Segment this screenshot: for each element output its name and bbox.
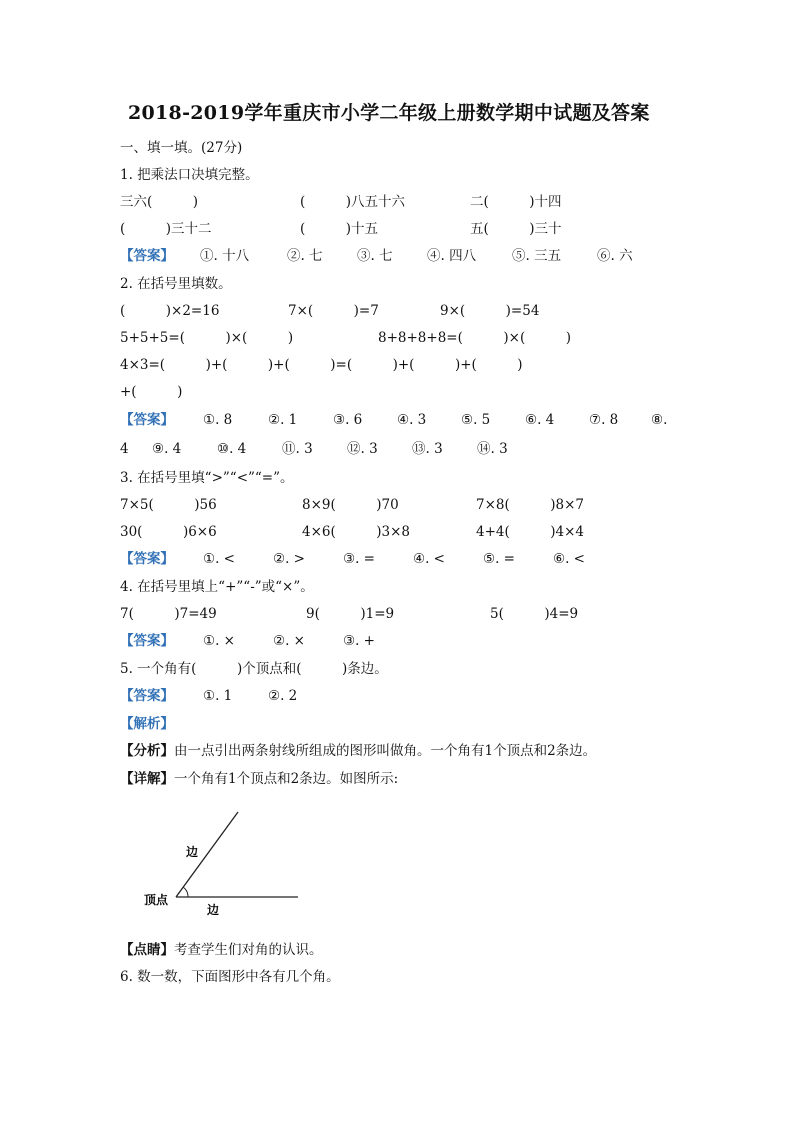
answer-item: ⑥. 4 bbox=[525, 412, 555, 428]
answer-item: ⑤. 5 bbox=[461, 412, 491, 428]
fenxi-label: 【分析】 bbox=[120, 743, 174, 759]
answer-item: ①. 1 bbox=[203, 688, 233, 704]
answer-item: ②. × bbox=[273, 633, 305, 649]
question-2-prompt: 2. 在括号里填数。 bbox=[120, 276, 232, 292]
analysis-label: 【解析】 bbox=[120, 716, 174, 732]
answer-item: ④. 3 bbox=[397, 412, 427, 428]
q1-item: ( )十五 bbox=[300, 221, 379, 237]
q4-item: 9( )1=9 bbox=[306, 606, 395, 622]
answer-item: ⑩. 4 bbox=[217, 441, 247, 457]
q4-item: 5( )4=9 bbox=[490, 606, 579, 622]
q3-item: 8×9( )70 bbox=[302, 497, 399, 513]
question-6-prompt: 6. 数一数，下面图形中各有几个角。 bbox=[120, 969, 340, 985]
q4-item: 7( )7=49 bbox=[120, 606, 217, 622]
q2-item: 4×3=( )+( )+( )=( )+( )+( ) bbox=[120, 357, 523, 373]
answer-item: ⑨. 4 bbox=[152, 441, 182, 457]
answer-item: ⑧. bbox=[651, 412, 668, 428]
answer-item: ②. > bbox=[273, 551, 305, 567]
q1-item: 二( )十四 bbox=[470, 194, 562, 210]
dianjing-text: 考查学生们对角的认识。 bbox=[174, 942, 323, 958]
q2-item: 5+5+5=( )×( ) bbox=[120, 330, 294, 346]
q3-item: 7×8( )8×7 bbox=[476, 497, 585, 513]
answer-item: ①. × bbox=[203, 633, 235, 649]
q3-item: 4×6( )3×8 bbox=[302, 524, 411, 540]
answer-item: ④. < bbox=[413, 551, 445, 567]
answer-label: 【答案】 bbox=[120, 248, 174, 264]
q1-item: ( )八五十六 bbox=[300, 194, 406, 210]
q1-item: 五( )三十 bbox=[470, 221, 562, 237]
answer-item: ⑤. 三五 bbox=[512, 248, 562, 264]
question-5-prompt: 5. 一个角有( )个顶点和( )条边。 bbox=[120, 661, 388, 677]
answer-label: 【答案】 bbox=[120, 551, 174, 567]
answer-item: ⑫. 3 bbox=[347, 441, 378, 457]
edge-label-upper: 边 bbox=[186, 845, 199, 859]
answer-item: ⑥. 六 bbox=[597, 248, 633, 264]
xiangjie-label: 【详解】 bbox=[120, 771, 174, 787]
answer-item: ①. 8 bbox=[203, 412, 233, 428]
answer-item: ⑦. 8 bbox=[589, 412, 619, 428]
q3-item: 30( )6×6 bbox=[120, 524, 217, 540]
answer-item: ①. 十八 bbox=[200, 248, 250, 264]
answer-item: ①. < bbox=[203, 551, 235, 567]
edge-label-lower: 边 bbox=[207, 903, 220, 917]
answer-item: ③. + bbox=[343, 633, 375, 649]
q3-item: 4+4( )4×4 bbox=[476, 524, 585, 540]
question-4-prompt: 4. 在括号里填上“+”“-”或“×”。 bbox=[120, 579, 314, 595]
vertex-label: 顶点 bbox=[144, 893, 169, 907]
page-title: 2018-2019学年重庆市小学二年级上册数学期中试题及答案 bbox=[128, 102, 650, 124]
answer-item: ⑪. 3 bbox=[282, 441, 313, 457]
answer-label: 【答案】 bbox=[120, 412, 174, 428]
answer-item: 4 bbox=[120, 441, 129, 457]
question-1-prompt: 1. 把乘法口决填完整。 bbox=[120, 167, 259, 183]
analysis-line bbox=[120, 743, 596, 759]
answer-item: ③. = bbox=[343, 551, 375, 567]
q2-item: +( ) bbox=[120, 384, 183, 400]
q1-item: ( )三十二 bbox=[120, 221, 212, 237]
answer-label: 【答案】 bbox=[120, 688, 174, 704]
xiangjie-text: 一个角有1个顶点和2条边。如图所示: bbox=[174, 771, 399, 787]
angle-arc bbox=[183, 887, 188, 897]
answer-item: ②. 七 bbox=[287, 248, 323, 264]
section-heading: 一、填一填。(27分) bbox=[120, 140, 243, 156]
answer-item: ③. 七 bbox=[357, 248, 393, 264]
fenxi-text: 由一点引出两条射线所组成的图形叫做角。一个角有1个顶点和2条边。 bbox=[174, 743, 597, 759]
answer-item: ⑥. < bbox=[553, 551, 585, 567]
question-3-prompt: 3. 在括号里填“>”“<”“=”。 bbox=[120, 470, 294, 486]
detail-line bbox=[120, 771, 398, 787]
answer-item: ⑬. 3 bbox=[412, 441, 443, 457]
q1-item: 三六( ) bbox=[120, 194, 199, 210]
answer-item: ②. 1 bbox=[268, 412, 298, 428]
q2-item: 7×( )=7 bbox=[288, 303, 379, 319]
q2-item: ( )×2=16 bbox=[120, 303, 220, 319]
angle-figure bbox=[130, 800, 320, 930]
answer-item: ④. 四八 bbox=[427, 248, 477, 264]
answer-item: ③. 6 bbox=[333, 412, 363, 428]
q2-item: 9×( )=54 bbox=[440, 303, 540, 319]
q2-item: 8+8+8+8=( )×( ) bbox=[378, 330, 571, 346]
answer-label: 【答案】 bbox=[120, 633, 174, 649]
answer-item: ②. 2 bbox=[268, 688, 298, 704]
answer-item: ⑤. = bbox=[483, 551, 515, 567]
dianjing-line bbox=[120, 942, 323, 958]
q3-item: 7×5( )56 bbox=[120, 497, 217, 513]
dianjing-label: 【点睛】 bbox=[120, 942, 174, 958]
answer-item: ⑭. 3 bbox=[477, 441, 508, 457]
